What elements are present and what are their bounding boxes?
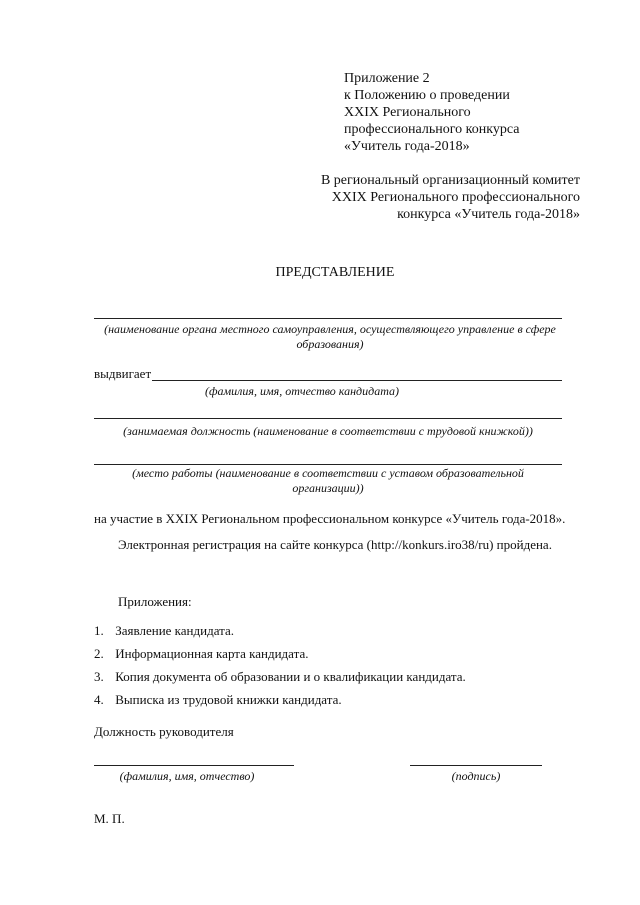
participation-text: на участие в XXIX Региональном профессиональном конкурсе «Учитель года-2018». [94,511,566,526]
head-name-caption: (фамилия, имя, отчество) [119,769,255,783]
list-item-number: 2. [94,646,104,661]
org-caption-line: образования) [296,337,364,351]
signature-caption: (подпись) [451,769,501,783]
appendix-reference: профессионального конкурса [344,122,520,137]
list-item [94,692,466,709]
addressee-line: конкурса «Учитель года-2018» [397,207,580,222]
list-item-number: 1. [94,623,104,638]
attachments-list [94,623,466,709]
appendix-reference: к Положению о проведении [344,88,510,103]
list-item-text: Информационная карта кандидата. [115,646,309,661]
workplace-caption-line: (место работы (наименование в соответствии с уставом образовательной [132,466,524,480]
org-caption [90,322,570,352]
nominates-label: выдвигает [94,366,152,381]
list-item-text: Копия документа об образовании и о квалификации кандидата. [115,669,466,684]
list-item-text: Выписка из трудовой книжки кандидата. [115,692,342,707]
position-caption: (занимаемая должность (наименование в соответствии с трудовой книжкой)) [123,424,533,438]
org-fill-line[interactable] [94,318,562,319]
workplace-fill-line[interactable] [94,464,562,465]
appendix-number: Приложение 2 [344,71,430,86]
workplace-caption [94,466,562,496]
org-caption-line: (наименование органа местного самоуправления, осуществляющего управление в сфере [104,322,556,336]
list-item-text: Заявление кандидата. [115,623,234,638]
stamp-label: М. П. [94,811,125,826]
addressee-line: XXIX Регионального профессионального [331,190,580,205]
list-item [94,646,466,663]
addressee-block [290,172,580,223]
head-name-fill-line[interactable] [94,765,294,766]
position-fill-line[interactable] [94,418,562,419]
head-position-label: Должность руководителя [94,724,234,739]
addressee-line: В региональный организационный комитет [320,173,580,188]
document-title: ПРЕДСТАВЛЕНИЕ [275,265,395,280]
appendix-reference: «Учитель года-2018» [344,139,470,154]
list-item-number: 4. [94,692,104,707]
appendix-reference: XXIX Регионального [344,105,471,120]
list-item [94,623,466,640]
appendix-header [344,70,519,155]
list-item [94,669,466,686]
list-item-number: 3. [94,669,104,684]
workplace-caption-line: организации)) [292,481,364,495]
candidate-caption: (фамилия, имя, отчество кандидата) [204,384,400,398]
attachments-heading: Приложения: [118,594,192,609]
candidate-fill-line[interactable] [152,380,562,381]
signature-fill-line[interactable] [410,765,542,766]
registration-text: Электронная регистрация на сайте конкурса (http://konkurs.iro38/ru) пройдена. [118,537,552,552]
